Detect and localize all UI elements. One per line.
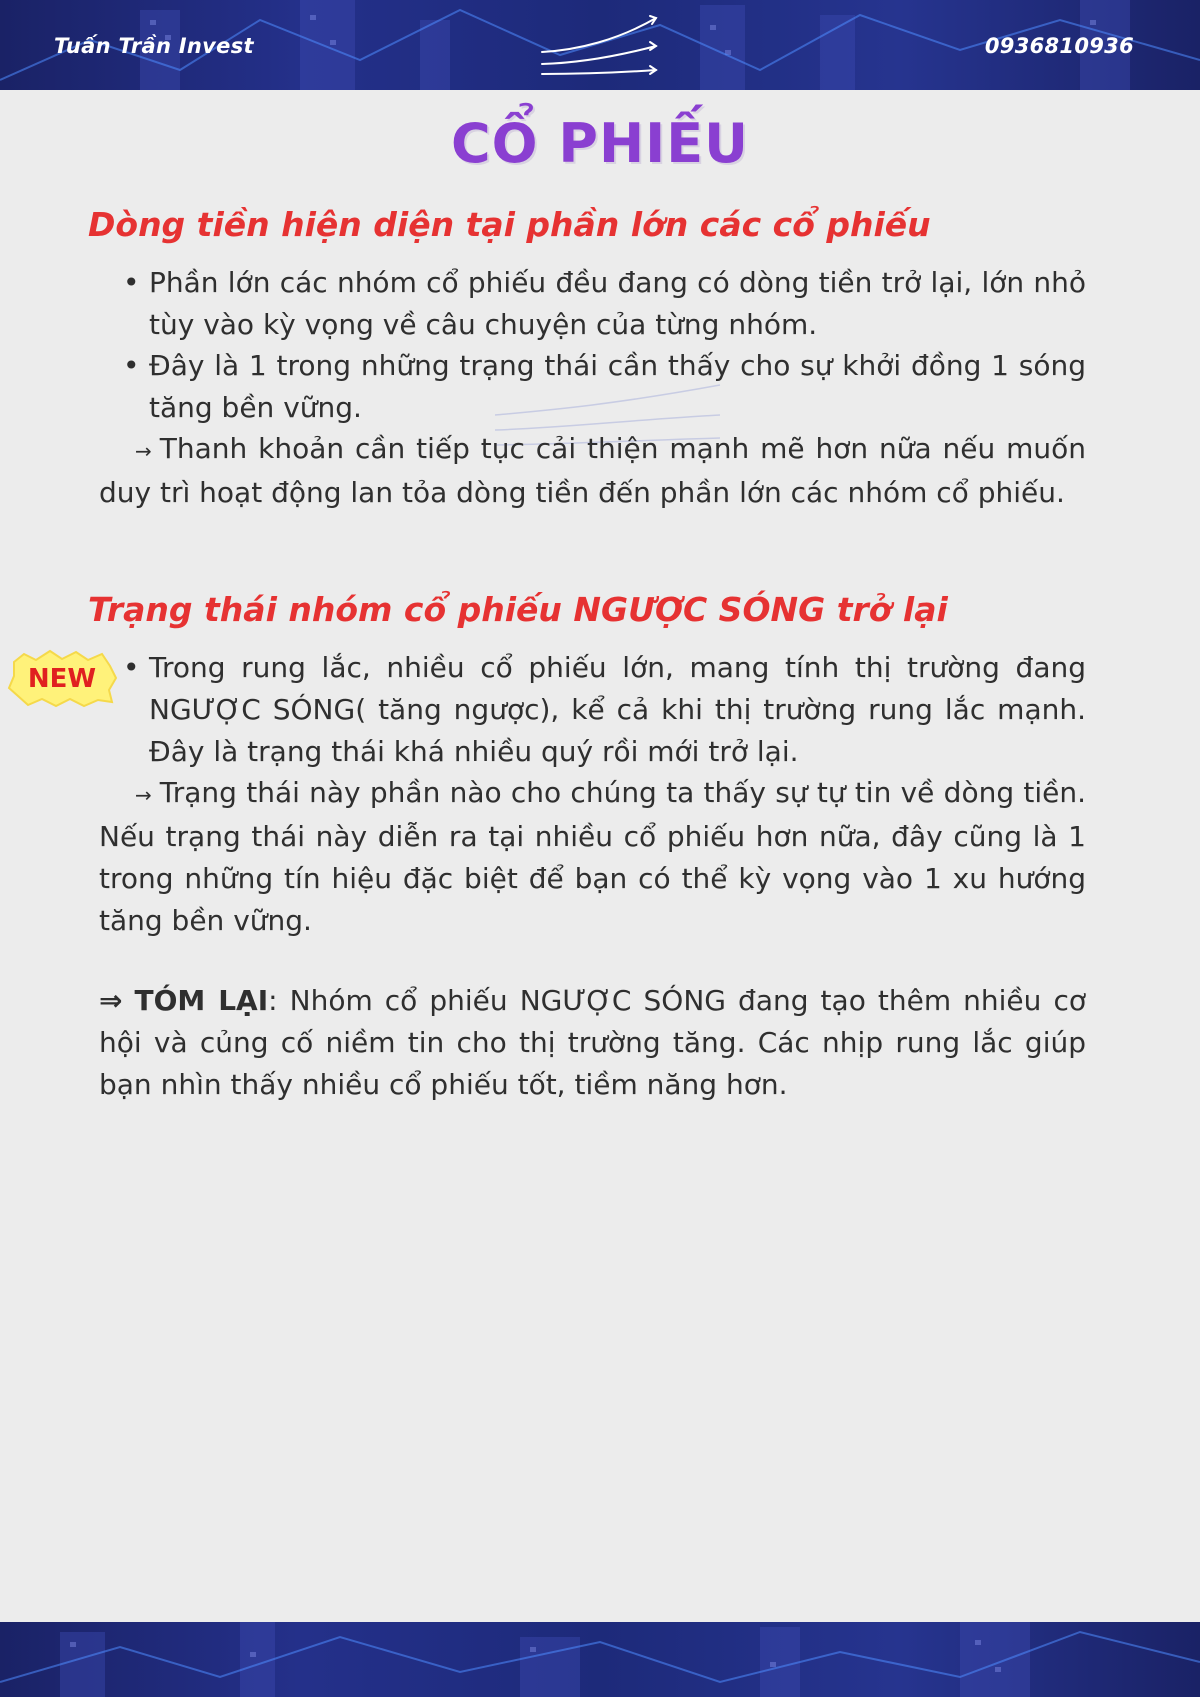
summary-paragraph xyxy=(99,980,1086,1106)
list-item xyxy=(123,647,1086,773)
page-title: CỔ PHIẾU xyxy=(451,112,749,175)
section-title-counter-wave: Trạng thái nhóm cổ phiếu NGƯỢC SÓNG trở lại xyxy=(88,590,948,629)
summary-lead: TÓM LẠI xyxy=(134,984,269,1017)
bullet-icon: • xyxy=(123,651,140,684)
list-item-text: Đây là 1 trong những trạng thái cần thấy cho sự khởi đồng 1 sóng tăng bền vững. xyxy=(149,349,1086,424)
footer-background-graphic xyxy=(0,1622,1200,1697)
list-item-text: Trong rung lắc, nhiều cổ phiếu lớn, mang tính thị trường đang NGƯỢC SÓNG( tăng ngược), kể cả khi thị trường rung lắc mạnh. Đây là trạng thái khá nhiều quý rồi mới trở lại. xyxy=(149,651,1086,768)
new-badge xyxy=(6,648,118,708)
section-note xyxy=(99,428,1086,514)
phone-number: 0936810936 xyxy=(984,34,1134,58)
arrow-right-icon: → xyxy=(135,783,152,807)
section-note xyxy=(99,772,1086,942)
list-item xyxy=(123,345,1086,429)
list-item xyxy=(123,262,1086,346)
footer-band xyxy=(0,1622,1200,1697)
arrow-right-icon: → xyxy=(135,439,152,463)
note-text: Trạng thái này phần nào cho chúng ta thấy sự tự tin về dòng tiền. Nếu trạng thái này diễn ra tại nhiều cổ phiếu hơn nữa, đây cũng là 1 trong những tín hiệu đặc biệt để bạn có thể kỳ vọng vào 1 xu hướng tăng bền vững. xyxy=(99,776,1086,937)
badge-text: NEW xyxy=(27,664,97,694)
summary-text: : Nhóm cổ phiếu NGƯỢC SÓNG đang tạo thêm nhiều cơ hội và củng cố niềm tin cho thị trường tăng. Các nhịp rung lắc giúp bạn nhìn thấy nhiều cổ phiếu tốt, tiềm năng hơn. xyxy=(99,984,1086,1101)
bullet-icon: • xyxy=(123,266,140,299)
section-title-money-flow: Dòng tiền hiện diện tại phần lớn các cổ phiếu xyxy=(88,205,931,244)
list-item-text: Phần lớn các nhóm cổ phiếu đều đang có dòng tiền trở lại, lớn nhỏ tùy vào kỳ vọng về câu chuyện của từng nhóm. xyxy=(149,266,1086,341)
brand-name: Tuấn Trần Invest xyxy=(54,34,254,58)
trend-arrows-icon xyxy=(538,10,668,80)
header-band xyxy=(0,0,1200,90)
summary-arrow-icon: ⇒ xyxy=(99,984,123,1017)
note-text: Thanh khoản cần tiếp tục cải thiện mạnh mẽ hơn nữa nếu muốn duy trì hoạt động lan tỏa dòng tiền đến phần lớn các nhóm cổ phiếu. xyxy=(99,432,1086,509)
bullet-icon: • xyxy=(123,349,140,382)
